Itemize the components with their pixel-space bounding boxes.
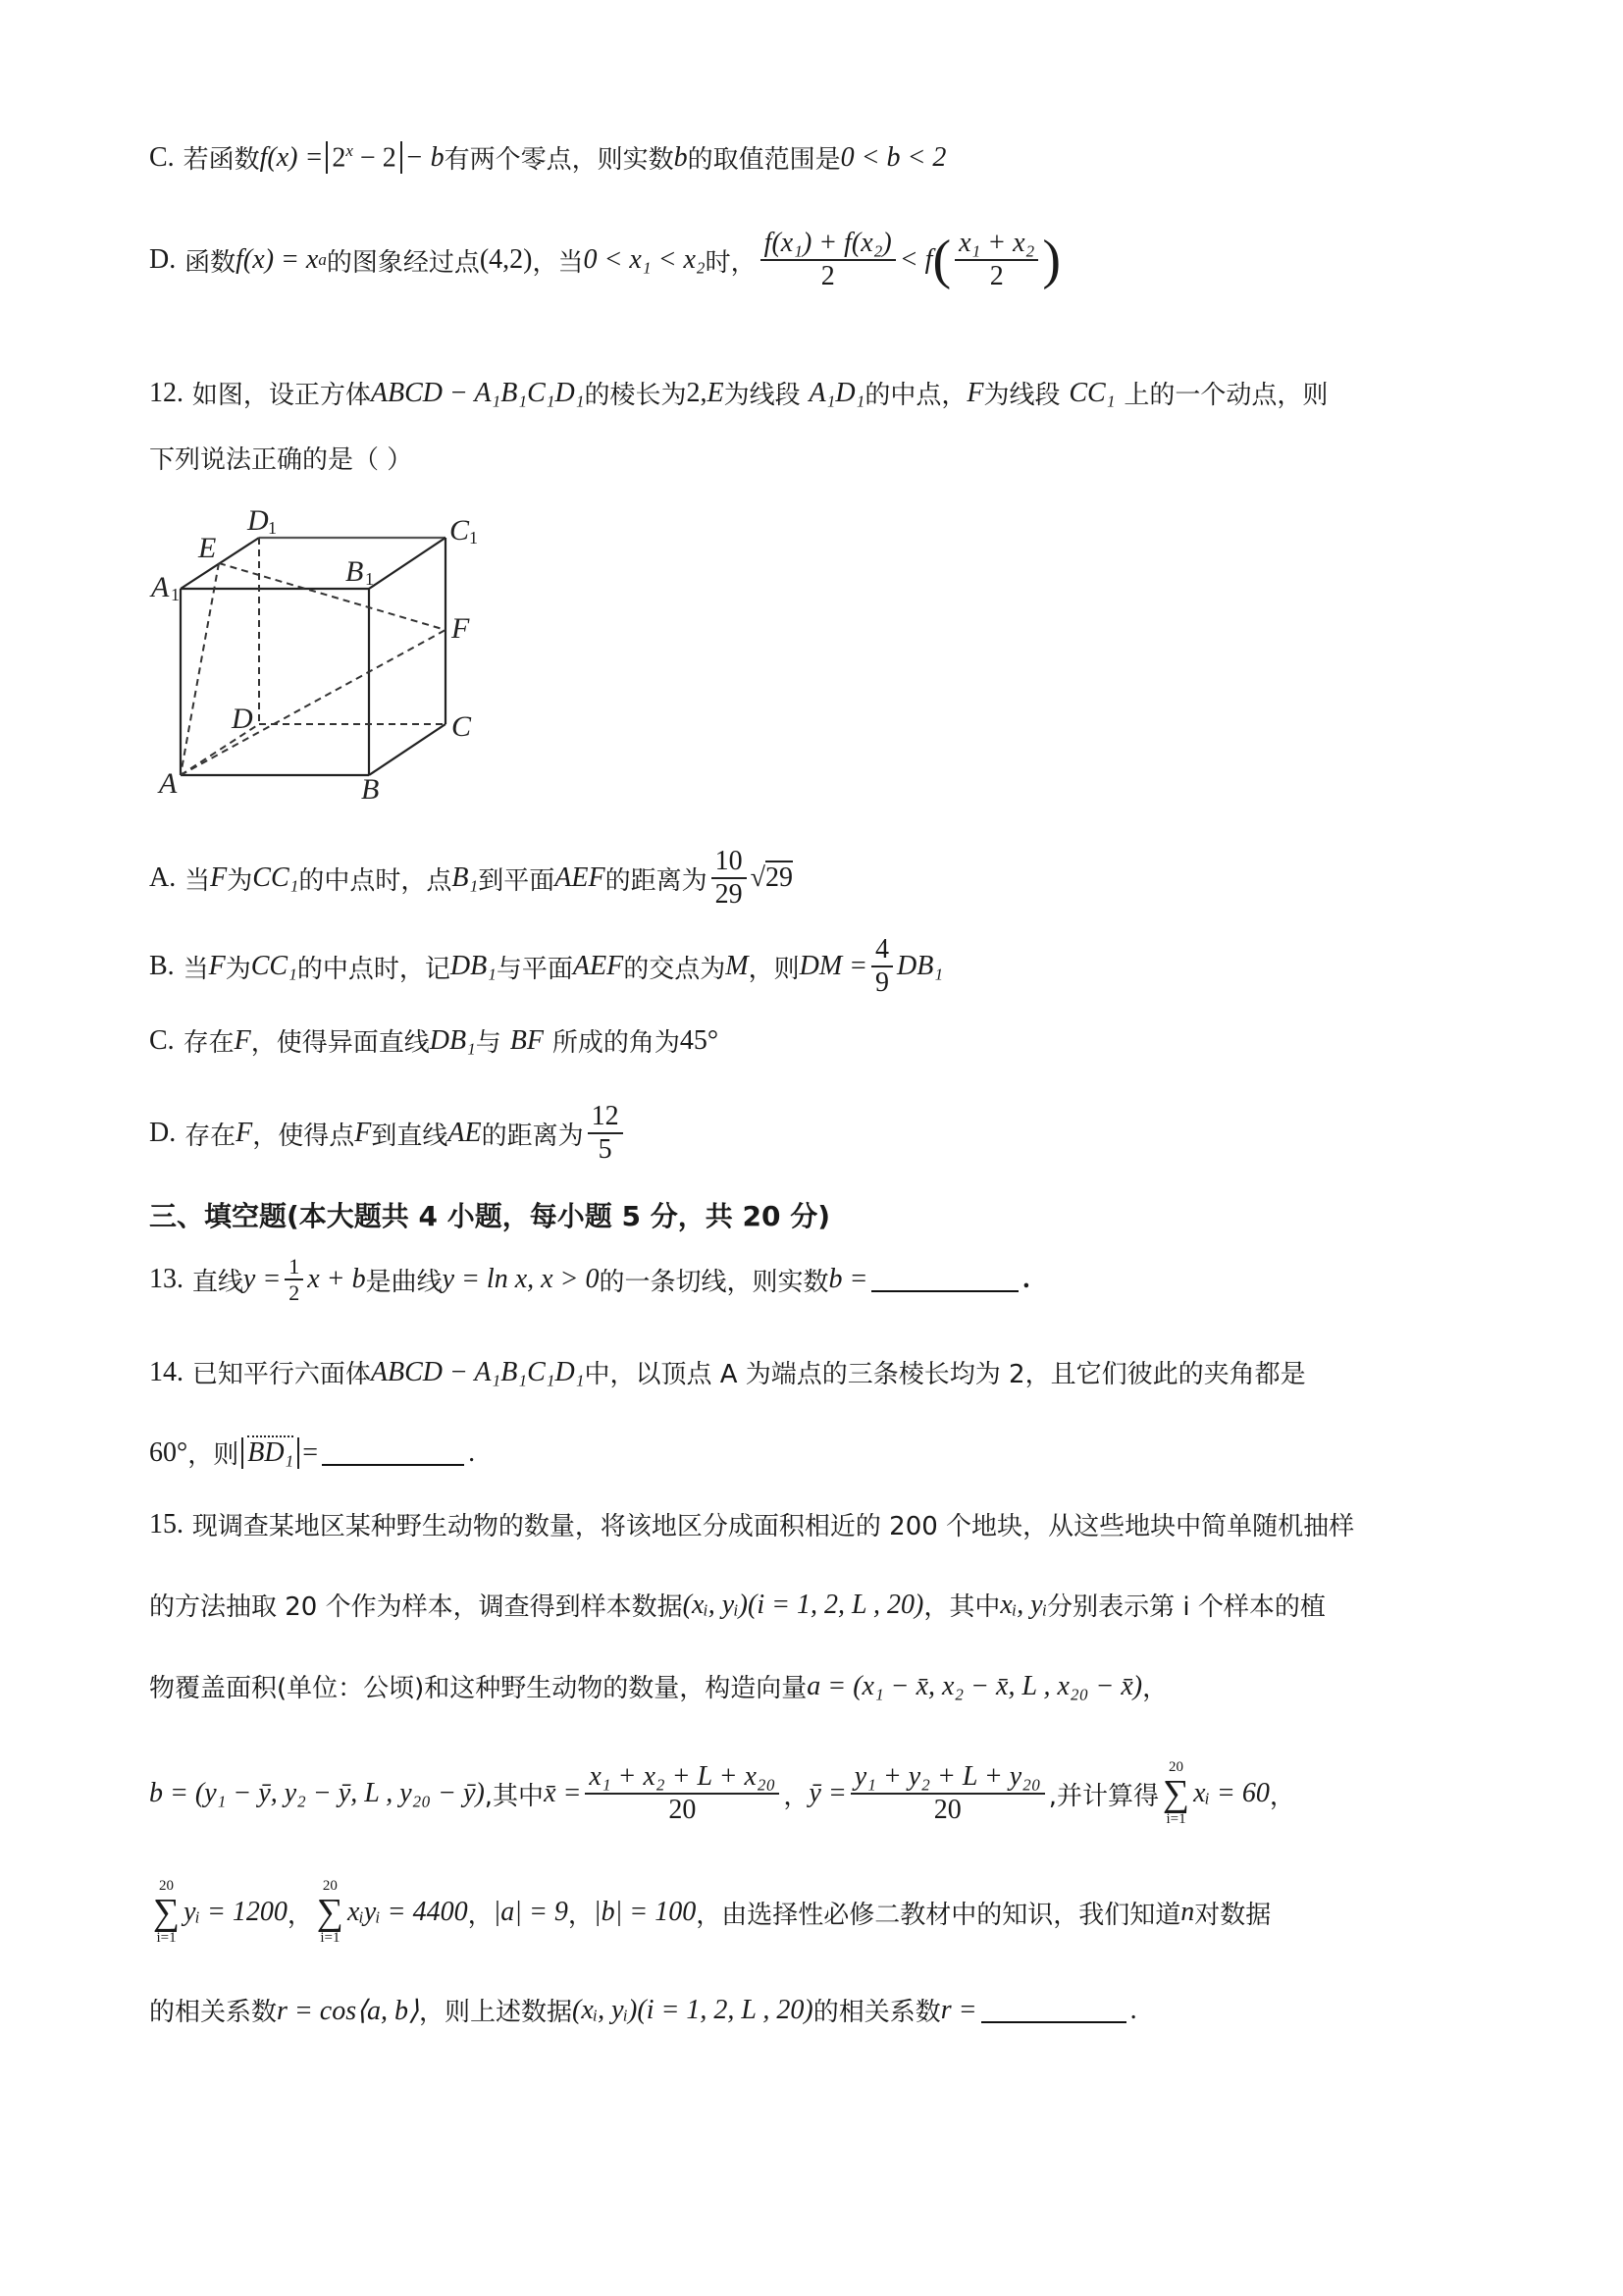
label-b1: B (345, 555, 364, 588)
math: 60° (149, 1436, 188, 1468)
math: y = (242, 1264, 282, 1295)
q12-option-b (149, 934, 943, 999)
math: n (1180, 1897, 1195, 1927)
text: ，则 (748, 954, 800, 984)
math: F (234, 1024, 251, 1056)
math: 2 (332, 142, 346, 174)
text: 的一条切线，则实数 (599, 1267, 829, 1297)
summation: 20 ∑ i=1 (1162, 1759, 1190, 1827)
math: DB₁ (429, 1024, 476, 1056)
text: 当 (183, 954, 209, 984)
math: b = (828, 1264, 868, 1295)
label-subscript: 1 (268, 518, 277, 538)
math: F (236, 1118, 253, 1149)
denominator: 20 (668, 1795, 697, 1825)
math: 0 < b < 2 (840, 141, 947, 173)
text: 所成的角为 (551, 1028, 680, 1058)
question-number: 13. (149, 1264, 183, 1295)
text: 的距离为 (481, 1121, 584, 1151)
text: 若函数 (183, 145, 260, 175)
text: 的取值范围是 (687, 145, 841, 175)
numerator: 10 (711, 846, 747, 879)
text: 的相关系数 (812, 1998, 941, 2027)
text: 存在 (183, 1028, 235, 1058)
denominator: 2 (820, 261, 835, 292)
text: 到直线 (371, 1121, 448, 1151)
text: 下列说法正确的是（ ） (149, 445, 413, 475)
numerator: f(x₁) + f(x₂) (760, 228, 896, 261)
section-heading (149, 1195, 830, 1234)
absolute-value (326, 141, 401, 174)
label-subscript: 1 (171, 585, 180, 604)
sum-upper: 20 (159, 1878, 175, 1894)
edge-b1c1 (369, 538, 445, 589)
math: x (345, 140, 353, 160)
math: ABCD − A₁B₁C₁D₁ (370, 377, 585, 408)
text: 的中点， (864, 381, 968, 410)
q11-option-c (149, 139, 946, 176)
q12-stem-line2 (149, 440, 412, 476)
answer-blank[interactable] (981, 1998, 1126, 2023)
paren-right: ) (1042, 230, 1061, 291)
question-number: 15. (149, 1508, 183, 1539)
math: 2, (686, 377, 707, 408)
denominator: 29 (714, 879, 743, 911)
text: ，使得点 (252, 1121, 355, 1151)
sum-lower: i=1 (1166, 1811, 1186, 1827)
math: F (208, 951, 226, 982)
q15-line1 (149, 1506, 1354, 1542)
math: AE (447, 1118, 482, 1149)
q15-line3 (149, 1668, 1168, 1704)
text: 现调查某地区某种野生动物的数量，将该地区分成面积相近的 200 个地块，从这些地块中简单随机抽样 (191, 1512, 1355, 1541)
cube-diagram (137, 500, 530, 814)
math: CC₁ (250, 951, 297, 982)
summation: 20 ∑ i=1 (153, 1878, 181, 1946)
text: 存在 (184, 1121, 236, 1151)
summation: 20 ∑ i=1 (316, 1878, 343, 1946)
math: DB₁ (897, 951, 944, 982)
q15-line5 (149, 1879, 1271, 1946)
text: ，则上述数据 (418, 1998, 572, 2027)
text: ，则 (187, 1440, 239, 1470)
option-label: D. (149, 244, 177, 276)
math: < f (899, 244, 933, 276)
math: F (967, 377, 984, 408)
label-d1: D (247, 504, 269, 537)
math: CC₁ (1069, 377, 1116, 408)
segment-ef (219, 563, 445, 630)
text: 到平面 (478, 865, 555, 896)
math: A₁D₁ (809, 377, 865, 408)
option-label: B. (149, 951, 175, 982)
math: E (707, 377, 724, 408)
text: 为线段 (723, 381, 801, 410)
text: ,其中 (484, 1781, 545, 1811)
option-label: C. (149, 141, 175, 173)
text: 物覆盖面积(单位：公顷)和这种野生动物的数量，构造向量 (149, 1674, 808, 1703)
text: ， (467, 1900, 494, 1930)
math: a (318, 250, 327, 270)
numerator: x₁ + x₂ + L + x₂₀ (585, 1761, 779, 1795)
option-label: D. (149, 1118, 177, 1149)
math: F (354, 1118, 372, 1149)
fraction (711, 846, 747, 911)
text: ， (1269, 1781, 1295, 1811)
text: ,并计算得 (1048, 1781, 1159, 1811)
text: ， (783, 1781, 810, 1811)
math: xᵢ = 60 (1193, 1778, 1270, 1808)
math: F (210, 862, 228, 894)
math: r = (940, 1994, 977, 2025)
text: . (1022, 1264, 1030, 1295)
text: 与 (475, 1028, 501, 1058)
edge-bc (369, 724, 445, 775)
math: yᵢ = 1200 (183, 1897, 288, 1927)
text: ， (1142, 1674, 1169, 1703)
sum-lower: i=1 (320, 1930, 340, 1946)
text: 函数 (184, 247, 236, 278)
q14-line2 (149, 1435, 475, 1471)
sum-upper: 20 (322, 1878, 338, 1894)
math: r = cos⟨a, b⟩ (277, 1995, 419, 2026)
text: ， (287, 1900, 313, 1930)
text: 是曲线 (365, 1267, 443, 1297)
math: B₁ (451, 862, 479, 894)
text: 直线 (191, 1267, 243, 1297)
q12-stem-line1 (149, 375, 1328, 411)
numerator: 12 (588, 1101, 623, 1134)
fraction (585, 1761, 779, 1826)
segment-ae (181, 563, 219, 775)
q15-line6 (149, 1992, 1137, 2028)
math: (4,2) (479, 244, 533, 276)
label-d: D (232, 703, 253, 735)
denominator: 2 (989, 261, 1004, 292)
label-f: F (451, 612, 470, 645)
question-number: 12. (149, 377, 183, 408)
text: 的距离为 (604, 865, 707, 896)
math: (xᵢ, yᵢ)(i = 1, 2, L , 20) (572, 1994, 813, 2025)
fraction (871, 934, 893, 999)
math: x + b (307, 1264, 366, 1295)
vector: BD₁ (247, 1436, 294, 1468)
math: DB₁ (449, 951, 497, 982)
text: 与平面 (496, 954, 573, 984)
math: xᵢyᵢ = 4400 (346, 1897, 468, 1927)
math: − 2 (352, 142, 396, 174)
fraction (285, 1254, 303, 1306)
text: 的中点时，点 (298, 865, 452, 896)
label-subscript: 1 (365, 569, 374, 589)
question-number: 14. (149, 1356, 183, 1387)
text: 上的一个动点，则 (1124, 381, 1329, 410)
text: 已知平行六面体 (191, 1360, 371, 1389)
math: ABCD − A₁B₁C₁D₁ (370, 1356, 585, 1387)
text: 的交点为 (623, 954, 726, 984)
q13 (149, 1254, 1029, 1306)
math: − b (404, 141, 445, 173)
numerator: x₁ + x₂ (955, 228, 1038, 261)
math: |a| = 9 (493, 1897, 568, 1927)
denominator: 2 (288, 1280, 300, 1306)
math: M (725, 951, 749, 982)
numerator: 1 (285, 1254, 303, 1280)
fraction (955, 228, 1038, 292)
radicand: 29 (764, 862, 793, 894)
label-e: E (198, 532, 217, 564)
math: DM = (799, 951, 868, 982)
text: 的中点时，记 (296, 954, 450, 984)
label-c: C (451, 710, 472, 743)
text: ，由选择性必修二教材中的知识，我们知道 (696, 1900, 1181, 1930)
q15-line2 (149, 1587, 1326, 1623)
numerator: y₁ + y₂ + L + y₂₀ (851, 1761, 1045, 1795)
denominator: 20 (933, 1795, 962, 1825)
q12-option-a (149, 846, 793, 911)
math: = (302, 1436, 319, 1468)
segment-af (181, 630, 445, 775)
text: 时， (705, 247, 757, 278)
math: AEF (572, 951, 624, 982)
label-a1: A (151, 571, 170, 603)
text: 为 (227, 865, 253, 896)
sum-lower: i=1 (156, 1930, 177, 1946)
text: 当 (184, 865, 211, 896)
math: BF (509, 1024, 544, 1056)
math: y = ln x, x > 0 (442, 1264, 600, 1295)
text: 中，以顶点 A 为端点的三条棱长均为 2，且它们彼此的夹角都是 (584, 1360, 1306, 1389)
text: 为 (225, 954, 251, 984)
text: . (1129, 1994, 1137, 2025)
q15-line4 (149, 1760, 1295, 1827)
text: 分别表示第 i 个样本的植 (1047, 1592, 1326, 1622)
label-a: A (159, 767, 178, 800)
denominator: 5 (598, 1134, 612, 1166)
sqrt: √29 (750, 862, 793, 894)
text: 的相关系数 (149, 1998, 278, 2027)
q14-line1 (149, 1354, 1306, 1390)
label-c1: C (449, 514, 470, 547)
paren-left: ( (932, 230, 952, 291)
cube-figure (137, 500, 530, 814)
math: (xᵢ, yᵢ)(i = 1, 2, L , 20) (682, 1589, 924, 1620)
numerator: 4 (871, 934, 893, 967)
text: ，使得异面直线 (250, 1028, 430, 1058)
text: . (468, 1436, 476, 1468)
text: ，当 (532, 247, 584, 278)
section-title: 三、填空题(本大题共 4 小题，每小题 5 分，共 20 分) (149, 1200, 831, 1232)
q12-option-d (149, 1101, 627, 1166)
answer-blank[interactable] (871, 1267, 1019, 1292)
option-label: A. (149, 862, 177, 894)
math: 45° (679, 1024, 719, 1056)
fraction (588, 1101, 623, 1166)
label-subscript: 1 (469, 528, 478, 548)
sum-upper: 20 (1169, 1759, 1184, 1775)
option-label: C. (149, 1024, 175, 1056)
math: AEF (554, 862, 605, 894)
math: a = (x₁ − x̄, x₂ − x̄, L , x₂₀ − x̄) (807, 1670, 1143, 1701)
math: CC₁ (252, 862, 299, 894)
text: 的棱长为 (584, 381, 687, 410)
vector-magnitude (241, 1437, 299, 1469)
math: |b| = 100 (593, 1897, 697, 1927)
math: b = (y₁ − ȳ, y₂ − ȳ, L , y₂₀ − ȳ) (149, 1778, 485, 1808)
text: 如图，设正方体 (191, 381, 371, 410)
math: f(x) = x (236, 244, 319, 276)
text: ，其中 (923, 1592, 1001, 1622)
q12-option-c (149, 1022, 718, 1059)
text: ， (567, 1900, 594, 1930)
text: 的方法抽取 20 个作为样本，调查得到样本数据 (149, 1592, 683, 1622)
denominator: 9 (875, 967, 890, 999)
fraction (851, 1761, 1045, 1826)
fraction (760, 228, 896, 292)
math: f(x) = (259, 141, 324, 173)
text: 为线段 (983, 381, 1061, 410)
math: b (673, 141, 688, 173)
math: ȳ = (809, 1778, 847, 1808)
math: xᵢ, yᵢ (1000, 1589, 1048, 1620)
q11-option-d (149, 228, 1061, 292)
text: 的图象经过点 (326, 247, 480, 278)
text: 有两个零点，则实数 (444, 145, 674, 175)
math: 0 < x₁ < x₂ (583, 244, 706, 276)
text: 对数据 (1194, 1900, 1272, 1930)
math: x̄ = (544, 1778, 582, 1808)
answer-blank[interactable] (322, 1440, 464, 1466)
label-b: B (361, 773, 380, 806)
